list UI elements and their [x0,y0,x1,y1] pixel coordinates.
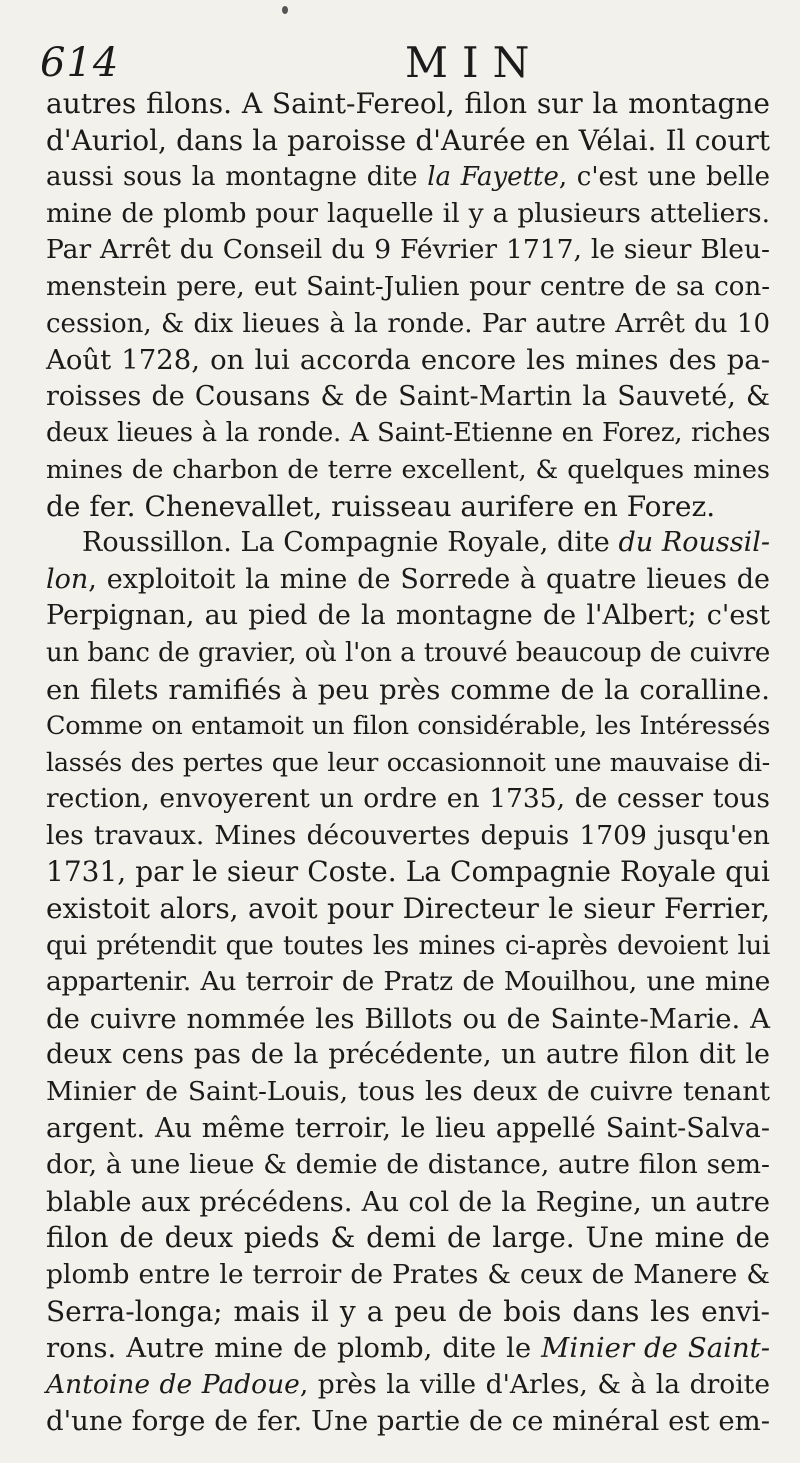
italic-du-roussillon: du Roussil- [618,527,770,559]
text-line-14 [46,562,770,599]
text-line-29: argent. Au même terroir, le lieu appellé Saint-Salva- [46,1112,770,1144]
text-line-5: Par Arrêt du Conseil du 9 Février 1717, le sieur Bleu- [46,234,770,266]
text-line-37: d'une forge de fer. Une partie de ce minéral est em- [46,1405,770,1438]
text-line-20: rection, envoyerent un ordre en 1735, de cesser tous [46,783,770,815]
text-line-28: Minier de Saint-Louis, tous les deux de cuivre tenant [46,1076,770,1108]
text-line-35 [46,1330,770,1367]
text-line-16: un banc de gravier, où l'on a trouvé beaucoup de cuivre [46,637,770,668]
text-line-9: roisses de Cousans & de Saint-Martin la Sauveté, & [46,380,770,412]
text-segment: , c'est une belle [558,162,771,193]
text-line-25: appartenir. Au terroir de Pratz de Mouilhou, une mine [46,966,770,998]
italic-minier-de-saint: Minier de Saint- [541,1332,770,1365]
running-head: MIN [405,38,544,87]
text-line-21: les travaux. Mines découvertes depuis 1709 jusqu'en [46,819,770,851]
text-line-32: filon de deux pieds & demi de large. Une mine de [46,1221,770,1255]
italic-lon: lon [46,563,89,595]
text-line-34: Serra-longa; mais il y a peu de bois dans les envi- [46,1294,770,1328]
text-line-7: cession, & dix lieues à la ronde. Par autre Arrêt du 10 [46,308,770,339]
page-number: 614 [40,40,120,86]
text-line-31: blable aux précédens. Au col de la Regine, un autre [46,1185,770,1218]
text-line-3 [46,159,770,196]
text-line-8: Août 1728, on lui accorda encore les mines des pa- [46,344,770,377]
text-line-2: d'Auriol, dans la paroisse d'Aurée en Vélai. Il court [46,123,770,157]
text-line-11: mines de charbon de terre excellent, & quelques mines [46,454,770,485]
text-segment: , près la ville d'Arles, & à la droite [299,1368,771,1400]
text-line-10: deux lieues à la ronde. A Saint-Etienne en Forez, riches [46,418,770,449]
page-header [40,38,770,86]
text-line-23: existoit alors, avoit pour Directeur le sieur Ferrier, [46,892,770,926]
italic-antoine-de-padoue: Antoine de Padoue [46,1368,300,1400]
text-line-6: menstein pere, eut Saint-Julien pour centre de sa con- [46,271,770,302]
italic-la-fayette: la Fayette [427,162,559,193]
text-line-19: lassés des pertes que leur occasionnoit une mauvaise di- [46,747,770,778]
text-segment: Roussillon. La Compagnie Royale, dite [82,527,619,559]
text-line-27: deux cens pas de la précédente, un autre filon dit le [46,1039,770,1071]
text-line-22: 1731, par le sieur Coste. La Compagnie Royale qui [46,855,770,889]
text-line-1: autres filons. A Saint-Fereol, filon sur la montagne [46,87,770,120]
text-line-30: dor, à une lieue & demie de distance, autre filon sem- [46,1149,770,1181]
text-segment: , exploitoit la mine de Sorrede à quatre lieues de [88,563,770,595]
text-line-12: de fer. Chenevallet, ruisseau aurifere en Forez. [46,489,716,523]
text-line-17: en filets ramifiés à peu près comme de la coralline. [46,673,770,706]
text-line-33: plomb entre le terroir de Prates & ceux de Manere & [46,1259,770,1290]
body-text [46,86,770,1440]
ink-dot [282,6,288,14]
text-line-24: qui prétendit que toutes les mines ci-après devoient lui [46,930,770,961]
text-line-36 [46,1367,770,1404]
text-segment: rons. Autre mine de plomb, dite le [46,1332,542,1365]
text-line-18: Comme on entamoit un filon considérable, les Intéressés [46,711,770,742]
text-line-13 [46,525,770,562]
text-line-4: mine de plomb pour laquelle il y a plusieurs atteliers. [46,197,770,229]
text-line-26: de cuivre nommée les Billots ou de Sainte-Marie. A [46,1002,770,1035]
text-segment: aussi sous la montagne dite [46,162,428,193]
text-line-15: Perpignan, au pied de la montagne de l'Albert; c'est [46,600,770,632]
